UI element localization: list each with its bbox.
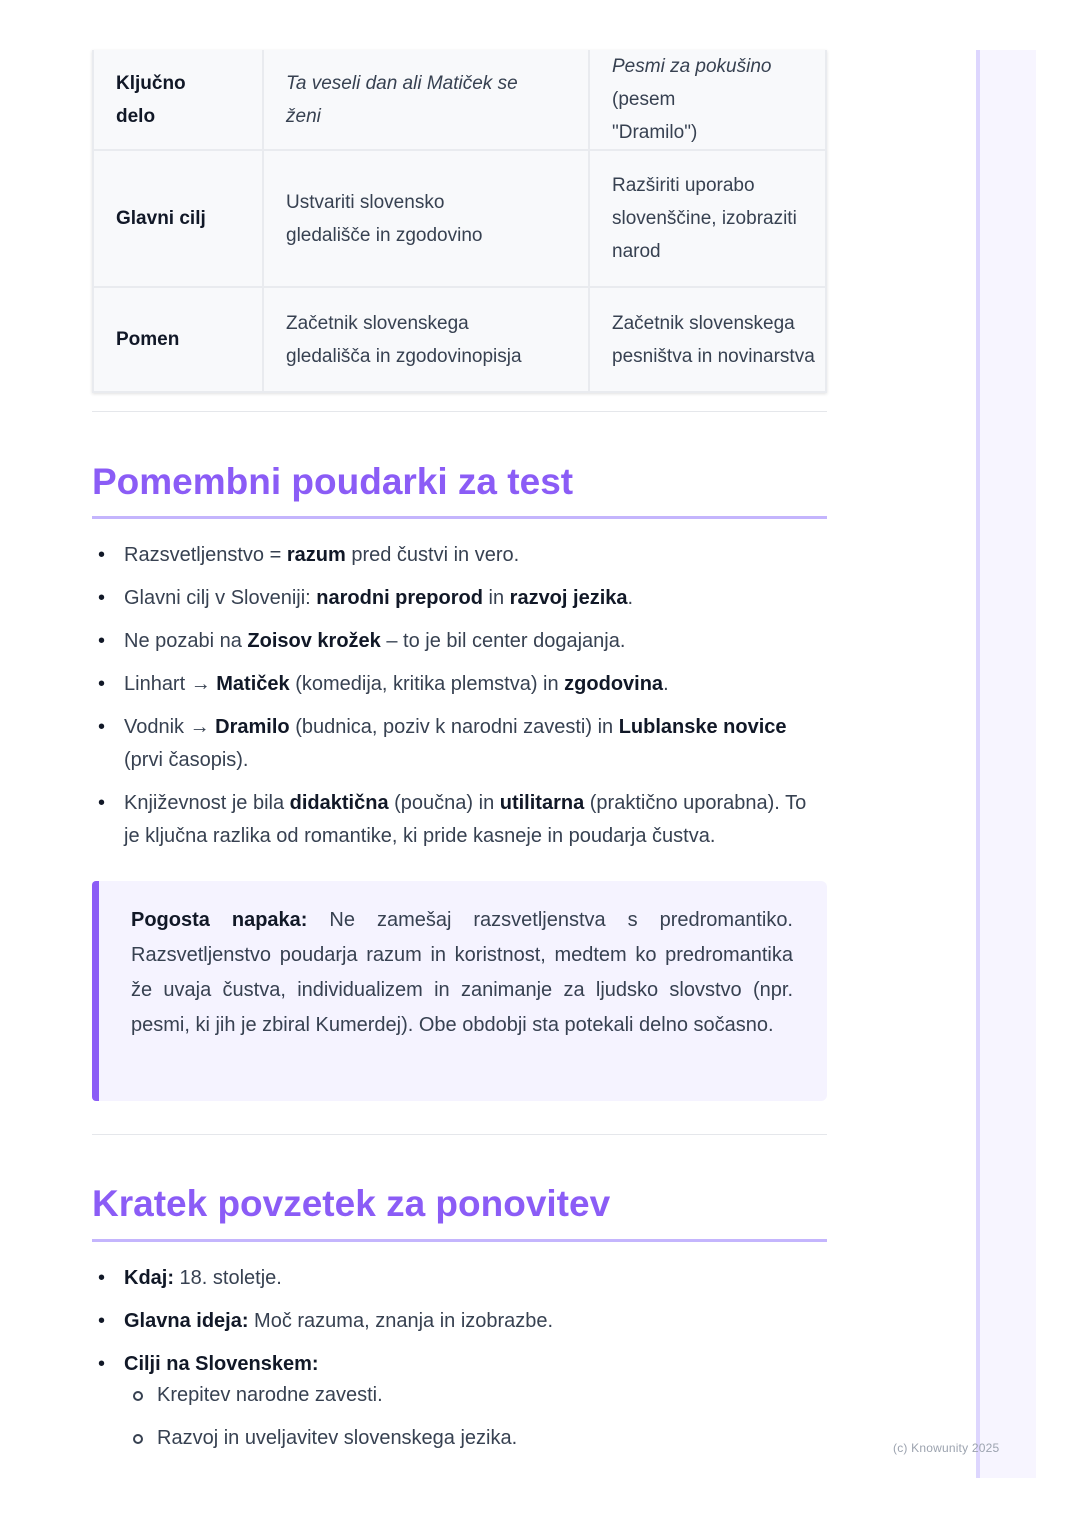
copyright-footer: (c) Knowunity 2025 xyxy=(893,1441,1000,1455)
divider xyxy=(92,411,827,412)
sub-list-item: Razvoj in uveljavitev slovenskega jezika. xyxy=(92,1422,827,1455)
list-item: • Cilji na Slovenskem: xyxy=(92,1348,827,1381)
table-cell: Razširiti uporabo slovenščine, izobraziti narod xyxy=(589,150,826,287)
row-header: Ključno delo xyxy=(93,50,263,150)
title-underline xyxy=(92,1239,827,1242)
title-underline xyxy=(92,516,827,519)
sub-list-item: Krepitev narodne zavesti. xyxy=(92,1379,827,1412)
table-cell: Začetnik slovenskega pesništva in novinarstva xyxy=(589,287,826,392)
right-sidebar xyxy=(976,50,1036,1478)
list-item: • Ne pozabi na Zoisov krožek – to je bil center dogajanja. xyxy=(92,625,827,658)
divider xyxy=(92,1134,827,1135)
summary-list xyxy=(92,1262,827,1465)
table-cell: Pesmi za pokušino (pesem "Dramilo") xyxy=(589,50,826,150)
section-title: Kratek povzetek za ponovitev xyxy=(92,1183,611,1224)
table-cell: Ta veseli dan ali Matiček se ženi xyxy=(263,50,589,150)
list-item: • Linhart → Matiček (komedija, kritika plemstva) in zgodovina. xyxy=(92,668,827,701)
list-item: • Razsvetljenstvo = razum pred čustvi in vero. xyxy=(92,539,827,572)
list-item: • Glavni cilj v Sloveniji: narodni preporod in razvoj jezika. xyxy=(92,582,827,615)
table-row xyxy=(93,287,826,392)
list-item: • Književnost je bila didaktična (poučna) in utilitarna (praktično uporabna). To je ključna razlika od romantike, ki pride kasneje in poudarja čustva. xyxy=(92,787,827,853)
highlights-list xyxy=(92,539,827,863)
table-cell: Ustvariti slovensko gledališče in zgodovino xyxy=(263,150,589,287)
tip-callout xyxy=(92,881,827,1101)
callout-accent-bar xyxy=(92,881,99,1101)
row-header: Glavni cilj xyxy=(93,150,263,287)
list-item: • Kdaj: 18. stoletje. xyxy=(92,1262,827,1295)
row-header: Pomen xyxy=(93,287,263,392)
list-item: • Vodnik → Dramilo (budnica, poziv k narodni zavesti) in Lublanske novice (prvi časopis). xyxy=(92,711,827,777)
comparison-table xyxy=(92,50,827,393)
table-row xyxy=(93,50,826,150)
table-cell: Začetnik slovenskega gledališča in zgodovinopisja xyxy=(263,287,589,392)
callout-text: Pogosta napaka: Ne zamešaj razsvetljenstva s predromantiko. Razsvetljenstvo poudarja razum in koristnost, medtem ko predromantika že uvaja čustva, individualizem in zanimanje za ljudsko slovstvo (npr. pesmi, ki jih je zbiral Kumerdej). Obe obdobji sta potekali delno sočasno. xyxy=(131,909,793,1036)
section-title: Pomembni poudarki za test xyxy=(92,461,574,502)
table-row xyxy=(93,150,826,287)
list-item: • Glavna ideja: Moč razuma, znanja in izobrazbe. xyxy=(92,1305,827,1338)
